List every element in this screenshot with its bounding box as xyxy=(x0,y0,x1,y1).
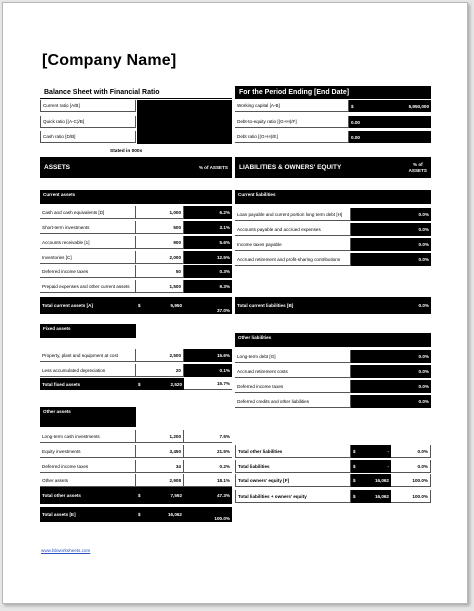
right-header: For the Period Ending [End Date] xyxy=(235,86,431,99)
row-value: 2,500 xyxy=(136,349,184,362)
ratio-row xyxy=(40,100,136,112)
liabilities-title: LIABILITIES & OWNERS' EQUITY xyxy=(239,164,342,171)
asset-row xyxy=(40,236,232,249)
total-pct: 100.0% xyxy=(184,507,232,522)
row-pct: 0.0% xyxy=(391,380,431,393)
assets-pct-header: % of ASSETS xyxy=(198,165,228,170)
asset-row xyxy=(40,265,232,278)
row-label: Deferred income taxes xyxy=(40,460,136,473)
total-value xyxy=(351,474,391,487)
total-pct: 0.0% xyxy=(391,460,431,473)
row-pct: 0.2% xyxy=(184,460,232,473)
other-liabilities-header-fill xyxy=(351,333,431,347)
row-pct: 0.0% xyxy=(391,208,431,221)
liabilities-header xyxy=(235,157,431,178)
row-value: 1,000 xyxy=(136,206,184,219)
row-value: 900 xyxy=(136,236,184,249)
liability-row xyxy=(235,380,431,393)
total-value xyxy=(351,445,391,458)
row-pct: 15.6% xyxy=(184,349,232,362)
total-pct: 100.0% xyxy=(391,490,431,503)
ratio-label: Working capital [A-B] xyxy=(235,100,349,112)
total-assets-row xyxy=(40,507,232,522)
currency-symbol: $ xyxy=(138,381,141,387)
total-label: Total other assets xyxy=(40,487,136,504)
current-liabilities-total-row xyxy=(235,297,431,314)
row-pct: 18.1% xyxy=(184,474,232,487)
row-pct: 0.0% xyxy=(391,365,431,378)
row-value xyxy=(351,253,391,266)
row-value: 50 xyxy=(136,265,184,278)
row-pct: 5.6% xyxy=(184,236,232,249)
currency-symbol: $ xyxy=(351,103,354,109)
total-pct: 100.0% xyxy=(391,474,431,487)
liability-row xyxy=(235,365,431,378)
ratio-value: 0.00 xyxy=(349,131,431,143)
assets-title: ASSETS xyxy=(44,164,71,171)
row-pct: 0.3% xyxy=(184,265,232,278)
row-label: Income taxes payable xyxy=(235,238,351,251)
other-assets-total-row xyxy=(40,487,232,504)
currency-symbol: $ xyxy=(353,449,356,454)
total-amount: 16,062 xyxy=(374,478,389,483)
row-label: Inventories [C] xyxy=(40,251,136,264)
total-value xyxy=(136,487,184,504)
row-pct: 7.5% xyxy=(184,430,232,443)
row-label: Accrued retirement costs xyxy=(235,365,351,378)
ratio-label: Debt-to-equity ratio [(G+H)/F] xyxy=(235,116,349,128)
total-amount: 16,062 xyxy=(167,512,182,517)
total-amount: 2,520 xyxy=(170,381,182,387)
liability-row xyxy=(235,253,431,266)
total-amount: 5,950 xyxy=(170,303,182,308)
row-value: 2,908 xyxy=(136,474,184,487)
fixed-assets-total-row xyxy=(40,378,232,390)
ratio-value-block xyxy=(137,100,232,144)
row-label: Short-term investments xyxy=(40,221,136,234)
row-value xyxy=(351,380,391,393)
row-label: Loan payable and current portion long term debt [H] xyxy=(235,208,351,221)
row-value: 500 xyxy=(136,221,184,234)
total-label: Total assets [E] xyxy=(40,507,136,522)
liability-row xyxy=(235,395,431,408)
row-label: Long-term debt [G] xyxy=(235,350,351,363)
row-label: Equity investments xyxy=(40,445,136,458)
asset-row xyxy=(40,445,232,458)
ratio-amount: 5,950,000 xyxy=(408,103,429,109)
currency-symbol: $ xyxy=(353,478,356,483)
asset-row xyxy=(40,251,232,264)
row-value: 1,500 xyxy=(136,280,184,293)
ratio-label: Cash ratio [D/B] xyxy=(40,131,136,143)
asset-row xyxy=(40,280,232,293)
ratio-value xyxy=(349,100,431,112)
row-pct: 0.0% xyxy=(391,223,431,236)
liability-row xyxy=(235,223,431,236)
row-pct: 0.0% xyxy=(391,238,431,251)
fixed-assets-header: Fixed assets xyxy=(40,324,136,338)
liability-total-row xyxy=(235,490,431,503)
row-label: Deferred income taxes xyxy=(235,380,351,393)
current-liabilities-header: Current liabilities xyxy=(235,190,431,204)
row-value: 20 xyxy=(136,364,184,377)
other-liabilities-header: Other liabilities xyxy=(235,333,351,347)
total-pct: 37.0% xyxy=(184,297,232,314)
ratio-row xyxy=(235,116,431,128)
total-pct: 0.0% xyxy=(391,445,431,458)
asset-row xyxy=(40,206,232,219)
row-value: 3,450 xyxy=(136,445,184,458)
company-name: [Company Name] xyxy=(42,52,177,69)
total-pct: 0.0% xyxy=(391,297,431,314)
ratio-row xyxy=(40,131,136,143)
ratio-label: Quick ratio [(A-C)/B] xyxy=(40,116,136,128)
asset-row xyxy=(40,474,232,487)
total-value xyxy=(351,460,391,473)
liability-row xyxy=(235,350,431,363)
currency-symbol: $ xyxy=(138,493,141,498)
total-label: Total fixed assets xyxy=(40,378,136,390)
ratio-label: Debt ratio [(G+H)/E] xyxy=(235,131,349,143)
row-pct: 0.0% xyxy=(391,253,431,266)
row-label: Long-term cash investments xyxy=(40,430,136,443)
total-label: Total other liabilities xyxy=(235,445,351,458)
currency-symbol: $ xyxy=(138,303,141,308)
pct-header-line: ASSETS xyxy=(408,167,427,173)
total-value xyxy=(351,297,391,314)
row-pct: 3.1% xyxy=(184,221,232,234)
row-label: Cash and cash equivalents [D] xyxy=(40,206,136,219)
asset-row xyxy=(40,460,232,473)
row-label: Property, plant and equipment at cost xyxy=(40,349,136,362)
row-pct: 0.0% xyxy=(391,395,431,408)
row-pct: 0.1% xyxy=(184,364,232,377)
asset-row xyxy=(40,349,232,362)
liability-row xyxy=(235,208,431,221)
total-value xyxy=(136,378,184,390)
current-assets-total-row xyxy=(40,297,232,314)
row-value xyxy=(351,350,391,363)
total-label: Total owners' equity [F] xyxy=(235,474,351,487)
liability-row xyxy=(235,238,431,251)
stated-in-note: Stated in 000s xyxy=(110,149,143,154)
row-pct: 6.2% xyxy=(184,206,232,219)
row-label: Prepaid expenses and other current assets xyxy=(40,280,136,293)
row-label: Less accumulated depreciation xyxy=(40,364,136,377)
row-value: 34 xyxy=(136,460,184,473)
assets-header xyxy=(40,157,232,178)
row-pct: 12.5% xyxy=(184,251,232,264)
row-value xyxy=(351,208,391,221)
current-assets-header: Current assets xyxy=(40,190,232,204)
total-amount: - xyxy=(387,449,389,454)
total-label: Total liabilities + owners' equity xyxy=(235,490,351,503)
ratio-row xyxy=(40,116,136,128)
liability-total-row xyxy=(235,474,431,487)
row-value xyxy=(351,365,391,378)
row-label: Accrued retirement and profit-sharing contributions xyxy=(235,253,351,266)
row-value: 1,200 xyxy=(136,430,184,443)
row-pct: 0.0% xyxy=(391,350,431,363)
total-label: Total current assets [A] xyxy=(40,297,136,314)
asset-row xyxy=(40,221,232,234)
left-header: Balance Sheet with Financial Ratio xyxy=(40,86,232,99)
ratio-label: Current ratio [A/B] xyxy=(40,100,136,112)
row-label: Accounts payable and accrued expenses xyxy=(235,223,351,236)
row-label: Other assets xyxy=(40,474,136,487)
row-value: 2,000 xyxy=(136,251,184,264)
total-value xyxy=(351,490,391,503)
row-pct: 21.5% xyxy=(184,445,232,458)
currency-symbol: $ xyxy=(353,494,356,499)
row-pct: 9.3% xyxy=(184,280,232,293)
row-label: Deferred income taxes xyxy=(40,265,136,278)
total-label: Total liabilities xyxy=(235,460,351,473)
total-value xyxy=(136,507,184,522)
total-amount: - xyxy=(387,464,389,469)
total-amount: 7,592 xyxy=(170,493,182,498)
ratio-row xyxy=(235,100,431,112)
row-value xyxy=(351,238,391,251)
total-label: Total current liabilities [B] xyxy=(235,297,351,314)
total-amount: 16,062 xyxy=(374,494,389,499)
pct-header-line: % of xyxy=(412,161,423,167)
row-label: Accounts receivable [1] xyxy=(40,236,136,249)
ratio-value: 0.00 xyxy=(349,116,431,128)
liabilities-pct-header xyxy=(409,162,427,174)
footer-link[interactable]: www.bbworksheets.com xyxy=(41,548,91,553)
currency-symbol: $ xyxy=(138,512,141,517)
total-pct: 47.3% xyxy=(184,487,232,504)
liability-total-row xyxy=(235,460,431,473)
other-assets-header: Other assets xyxy=(40,407,136,427)
currency-symbol: $ xyxy=(353,464,356,469)
total-pct: 15.7% xyxy=(184,378,232,390)
asset-row xyxy=(40,430,232,443)
row-value xyxy=(351,395,391,408)
row-label: Deferred credits and other liabilities xyxy=(235,395,351,408)
asset-row xyxy=(40,364,232,377)
liability-total-row xyxy=(235,445,431,458)
row-value xyxy=(351,223,391,236)
ratio-row xyxy=(235,131,431,143)
total-value xyxy=(136,297,184,314)
